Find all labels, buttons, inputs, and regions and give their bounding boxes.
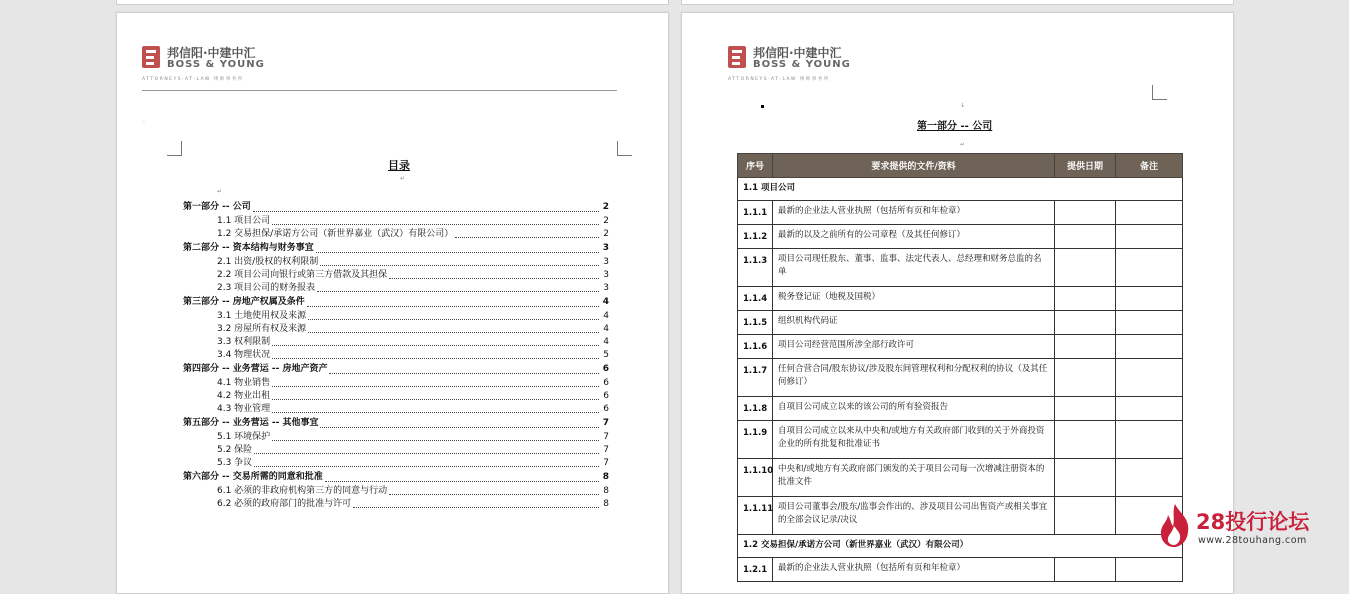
document-page-toc (116, 12, 669, 594)
toc-entry[interactable] (183, 282, 609, 295)
toc-entry-text: 6.2 必须的政府部门的批准与许可 (217, 499, 352, 509)
toc-leader-dots (253, 211, 599, 212)
toc-leader-dots (389, 494, 599, 495)
toc-entry[interactable] (183, 403, 609, 416)
toc-leader-dots (272, 412, 599, 413)
prev-page-edge-right (681, 0, 1234, 5)
toc-leader-dots (272, 440, 599, 441)
toc-entry-text: 第一部分 -- 公司 (183, 202, 251, 212)
provided-date-cell[interactable] (1055, 249, 1116, 287)
item-number-cell: 1.1.7 (738, 359, 773, 397)
table-row (738, 225, 1183, 249)
item-number-cell: 1.1.1 (738, 201, 773, 225)
firm-tagline: ATTORNEYS·AT·LAW 律师事务所 (728, 77, 830, 82)
toc-entry-page: 3 (602, 243, 609, 253)
remarks-cell[interactable] (1116, 359, 1183, 397)
firm-logo-mark-icon (728, 46, 746, 68)
toc-entry-text: 1.2 交易担保/承诺方公司（新世界嘉业（武汉）有限公司） (217, 229, 454, 239)
toc-list (183, 200, 609, 511)
table-row (738, 397, 1183, 421)
toc-entry-text: 2.3 项目公司的财务报表 (217, 283, 316, 293)
table-row (738, 558, 1183, 582)
toc-entry-text: 第四部分 -- 业务营运 -- 房地产资产 (183, 364, 328, 374)
item-number-cell: 1.2.1 (738, 558, 773, 582)
toc-entry[interactable] (183, 457, 609, 470)
toc-entry[interactable] (183, 498, 609, 511)
item-description-cell: 任何合营合同/股东协议/涉及股东间管理权利和分配权利的协议（及其任何修订） (773, 359, 1055, 397)
toc-leader-dots (389, 278, 599, 279)
toc-entry-page: 6 (603, 404, 609, 414)
header-rule (142, 90, 617, 91)
toc-title: 目录 (388, 159, 410, 172)
firm-logo-mark-icon (142, 46, 160, 68)
item-description-cell: 税务登记证（地税及国税） (773, 287, 1055, 311)
toc-leader-dots (325, 481, 599, 482)
table-group-row (738, 535, 1183, 558)
item-number-cell: 1.1.5 (738, 311, 773, 335)
toc-leader-dots (272, 224, 599, 225)
margin-corner-right (1152, 85, 1167, 100)
toc-entry[interactable] (183, 416, 609, 431)
provided-date-cell[interactable] (1055, 225, 1116, 249)
firm-logo (728, 46, 928, 86)
toc-entry-page: 3 (603, 283, 609, 293)
paragraph-mark: ↵ (400, 175, 406, 182)
provided-date-cell[interactable] (1055, 421, 1116, 459)
toc-entry-text: 6.1 必须的非政府机构第三方的同意与行动 (217, 486, 388, 496)
toc-entry-page: 7 (603, 445, 609, 455)
firm-logo (142, 46, 342, 86)
item-number-cell: 1.1.8 (738, 397, 773, 421)
paragraph-mark: . (143, 117, 145, 124)
toc-leader-dots (353, 507, 599, 508)
toc-entry-text: 4.3 物业管理 (217, 404, 271, 414)
toc-leader-dots (308, 319, 599, 320)
table-row (738, 421, 1183, 459)
site-watermark (1158, 500, 1328, 560)
toc-entry-page: 6 (603, 378, 609, 388)
toc-entry[interactable] (183, 336, 609, 349)
paragraph-mark: ↓ (960, 102, 966, 109)
item-description-cell: 组织机构代码证 (773, 311, 1055, 335)
firm-name-cn: 邦信阳·中建中汇 (753, 46, 842, 60)
firm-tagline: ATTORNEYS·AT·LAW 律师事务所 (142, 77, 244, 82)
toc-entry[interactable] (183, 310, 609, 323)
paragraph-mark: ↵ (960, 141, 966, 148)
item-number-cell: 1.1.10 (738, 459, 773, 497)
item-number-cell: 1.1.6 (738, 335, 773, 359)
paragraph-mark: ↵ (217, 188, 223, 195)
document-page-part1 (681, 12, 1234, 594)
remarks-cell[interactable] (1116, 287, 1183, 311)
toc-entry[interactable] (183, 470, 609, 485)
col-header-number: 序号 (738, 154, 773, 178)
remarks-cell[interactable] (1116, 421, 1183, 459)
toc-entry-page: 3 (603, 270, 609, 280)
toc-entry[interactable] (183, 241, 609, 256)
remarks-cell[interactable] (1116, 225, 1183, 249)
prev-page-edge-left (116, 0, 669, 5)
margin-corner-left (167, 141, 182, 156)
remarks-cell[interactable] (1116, 558, 1183, 582)
toc-entry-text: 3.1 土地使用权及来源 (217, 311, 307, 321)
toc-entry-text: 4.2 物业出租 (217, 391, 271, 401)
toc-entry-page: 4 (602, 297, 609, 307)
toc-leader-dots (254, 466, 599, 467)
remarks-cell[interactable] (1116, 311, 1183, 335)
remarks-cell[interactable] (1116, 459, 1183, 497)
toc-leader-dots (307, 306, 599, 307)
item-description-cell: 自项目公司成立以来从中央和/或地方有关政府部门收到的关于外商投资企业的所有批复和批准证书 (773, 421, 1055, 459)
provided-date-cell[interactable] (1055, 459, 1116, 497)
table-row (738, 287, 1183, 311)
toc-entry[interactable] (183, 323, 609, 336)
firm-name-en: BOSS & YOUNG (167, 59, 265, 70)
table-header-row (738, 154, 1183, 178)
toc-entry-page: 2 (602, 202, 609, 212)
item-description-cell: 项目公司经营范围所涉全部行政许可 (773, 335, 1055, 359)
toc-entry-text: 2.2 项目公司向银行或第三方借款及其担保 (217, 270, 388, 280)
toc-entry-text: 5.3 争议 (217, 458, 253, 468)
toc-entry[interactable] (183, 215, 609, 228)
item-description-cell: 最新的企业法人营业执照（包括所有页和年检章） (773, 558, 1055, 582)
watermark-brand: 28投行论坛 (1196, 510, 1310, 534)
toc-leader-dots (320, 427, 599, 428)
toc-leader-dots (254, 453, 599, 454)
toc-entry-text: 2.1 出资/股权的权利限制 (217, 257, 319, 267)
margin-corner-right (617, 141, 632, 156)
remarks-cell[interactable] (1116, 335, 1183, 359)
toc-entry-page: 5 (603, 350, 609, 360)
col-header-document: 要求提供的文件/资料 (773, 154, 1055, 178)
item-description-cell: 项目公司现任股东、董事、监事、法定代表人、总经理和财务总监的名单 (773, 249, 1055, 287)
provided-date-cell[interactable] (1055, 359, 1116, 397)
toc-entry-text: 第二部分 -- 资本结构与财务事宜 (183, 243, 314, 253)
toc-entry[interactable] (183, 485, 609, 498)
toc-entry-page: 3 (603, 257, 609, 267)
firm-name-en: BOSS & YOUNG (753, 59, 851, 70)
toc-leader-dots (308, 332, 599, 333)
col-header-date: 提供日期 (1055, 154, 1116, 178)
toc-entry-text: 3.2 房屋所有权及来源 (217, 324, 307, 334)
toc-entry-text: 5.2 保险 (217, 445, 253, 455)
toc-entry[interactable] (183, 444, 609, 457)
provided-date-cell[interactable] (1055, 201, 1116, 225)
toc-entry-text: 第六部分 -- 交易所需的同意和批准 (183, 472, 323, 482)
toc-entry-page: 7 (602, 418, 609, 428)
table-row (738, 311, 1183, 335)
firm-name-cn: 邦信阳·中建中汇 (167, 46, 256, 60)
item-description-cell: 项目公司董事会/股东/监事会作出的、涉及项目公司出售资产或相关事宜的全部会议记录/决议 (773, 497, 1055, 535)
flame-logo-icon (1158, 502, 1192, 548)
table-row (738, 359, 1183, 397)
item-description-cell: 最新的企业法人营业执照（包括所有页和年检章） (773, 201, 1055, 225)
toc-leader-dots (272, 399, 599, 400)
toc-entry-text: 4.1 物业销售 (217, 378, 271, 388)
provided-date-cell[interactable] (1055, 497, 1116, 535)
toc-leader-dots (316, 252, 599, 253)
toc-leader-dots (455, 237, 599, 238)
toc-entry[interactable] (183, 256, 609, 269)
toc-leader-dots (317, 291, 599, 292)
toc-entry-text: 1.1 项目公司 (217, 216, 271, 226)
table-row (738, 201, 1183, 225)
watermark-url: www.28touhang.com (1198, 535, 1307, 546)
toc-entry[interactable] (183, 349, 609, 362)
toc-entry[interactable] (183, 228, 609, 241)
toc-entry[interactable] (183, 390, 609, 403)
toc-entry[interactable] (183, 295, 609, 310)
toc-entry[interactable] (183, 362, 609, 377)
provided-date-cell[interactable] (1055, 335, 1116, 359)
toc-entry-page: 7 (603, 458, 609, 468)
toc-leader-dots (272, 386, 599, 387)
item-number-cell: 1.1.4 (738, 287, 773, 311)
toc-entry-page: 2 (603, 229, 609, 239)
provided-date-cell[interactable] (1055, 311, 1116, 335)
toc-entry-text: 第五部分 -- 业务营运 -- 其他事宜 (183, 418, 319, 428)
toc-entry-page: 4 (603, 311, 609, 321)
provided-date-cell[interactable] (1055, 397, 1116, 421)
col-header-remarks: 备注 (1116, 154, 1183, 178)
toc-entry-page: 8 (602, 472, 609, 482)
toc-entry-text: 3.4 物理状况 (217, 350, 271, 360)
toc-entry[interactable] (183, 431, 609, 444)
item-number-cell: 1.1.9 (738, 421, 773, 459)
toc-entry-page: 6 (602, 364, 609, 374)
remarks-cell[interactable] (1116, 249, 1183, 287)
toc-entry[interactable] (183, 377, 609, 390)
group-title-cell: 1.1 项目公司 (738, 178, 1183, 201)
toc-entry-page: 4 (603, 324, 609, 334)
table-row (738, 249, 1183, 287)
toc-entry-page: 2 (603, 216, 609, 226)
table-row (738, 459, 1183, 497)
item-description-cell: 中央和/或地方有关政府部门颁发的关于项目公司每一次增减注册资本的批准文件 (773, 459, 1055, 497)
toc-leader-dots (272, 358, 599, 359)
table-row (738, 335, 1183, 359)
toc-entry[interactable] (183, 200, 609, 215)
item-number-cell: 1.1.2 (738, 225, 773, 249)
provided-date-cell[interactable] (1055, 558, 1116, 582)
item-number-cell: 1.1.3 (738, 249, 773, 287)
document-request-table (737, 153, 1183, 582)
toc-leader-dots (320, 265, 599, 266)
bullet-mark (761, 105, 764, 108)
item-description-cell: 最新的以及之前所有的公司章程（及其任何修订） (773, 225, 1055, 249)
remarks-cell[interactable] (1116, 397, 1183, 421)
toc-entry-text: 第三部分 -- 房地产权属及条件 (183, 297, 305, 307)
toc-entry-page: 8 (603, 499, 609, 509)
toc-entry-page: 7 (603, 432, 609, 442)
toc-entry[interactable] (183, 269, 609, 282)
table-row (738, 497, 1183, 535)
group-title-cell: 1.2 交易担保/承诺方公司（新世界嘉业（武汉）有限公司） (738, 535, 1183, 558)
item-number-cell: 1.1.11 (738, 497, 773, 535)
provided-date-cell[interactable] (1055, 287, 1116, 311)
toc-entry-text: 5.1 环境保护 (217, 432, 271, 442)
table-group-row (738, 178, 1183, 201)
toc-leader-dots (329, 373, 599, 374)
toc-leader-dots (272, 345, 599, 346)
toc-entry-text: 3.3 权利限制 (217, 337, 271, 347)
remarks-cell[interactable] (1116, 201, 1183, 225)
toc-entry-page: 4 (603, 337, 609, 347)
toc-entry-page: 6 (603, 391, 609, 401)
part-title: 第一部分 -- 公司 (917, 121, 993, 132)
item-description-cell: 自项目公司成立以来的该公司的所有验资报告 (773, 397, 1055, 421)
toc-entry-page: 8 (603, 486, 609, 496)
